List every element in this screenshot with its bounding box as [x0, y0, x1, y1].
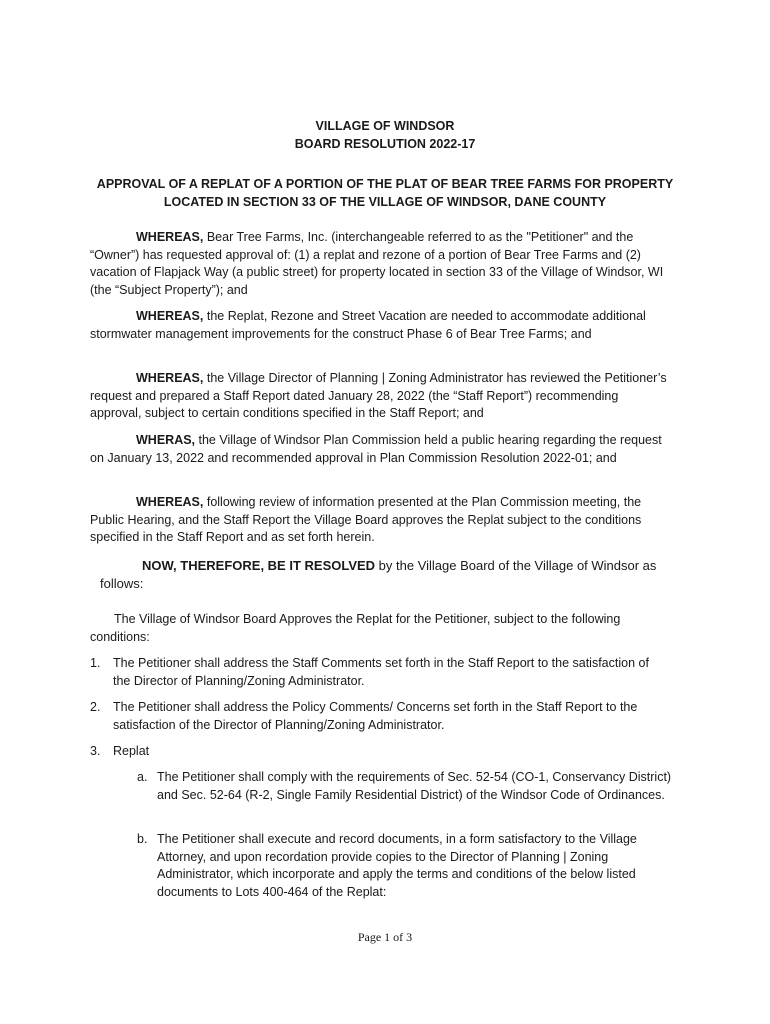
item-number: 1. [90, 656, 101, 670]
subitem-letter: a. [137, 770, 148, 784]
paragraph-text: the Replat, Rezone and Street Vacation are needed to accommodate additional stormwater management improvements for the construct Phase 6 of Bear Tree Farms; and [90, 309, 646, 341]
paragraph-text: following review of information presented at the Plan Commission meeting, the Public Hearing, and the Staff Report the Village Board approves the Replat subject to the conditions specified in the Staff Report and as set forth herein. [90, 495, 642, 545]
page-number: Page 1 of 3 [357, 930, 413, 944]
paragraph-lead: WHEREAS, [136, 495, 204, 509]
paragraph-text: the Village of Windsor Plan Commission held a public hearing regarding the request on January 13, 2022 and recommended approval in Plan Commission Resolution 2022-01; and [90, 433, 662, 465]
whereas-paragraph-4 [90, 432, 672, 467]
resolved-lead: NOW, THEREFORE, BE IT RESOLVED [142, 558, 376, 573]
whereas-paragraph-5 [90, 494, 672, 547]
resolution-number: BOARD RESOLUTION 2022-17 [294, 137, 476, 151]
paragraph-lead: WHERAS, [136, 433, 196, 447]
paragraph-text: the Village Director of Planning | Zoning Administrator has reviewed the Petitioner’s request and prepared a Staff Report dated January 28, 2022 (the “Staff Report”) recommending approval, subject to certain conditions specified in the Staff Report; and [90, 371, 667, 421]
paragraph-lead: WHEREAS, [136, 309, 204, 323]
municipality-heading: VILLAGE OF WINDSOR [315, 119, 455, 133]
conditions-intro: The Village of Windsor Board Approves the Replat for the Petitioner, subject to the following conditions: [90, 612, 621, 644]
whereas-paragraph-1 [90, 229, 672, 299]
subitem-text: The Petitioner shall comply with the requirements of Sec. 52-54 (CO-1, Conservancy District) and Sec. 52-64 (R-2, Single Family Residential District) of the Windsor Code of Ordinances. [157, 770, 672, 802]
paragraph-lead: WHEREAS, [136, 230, 204, 244]
item-text: Replat [113, 744, 150, 758]
resolved-text: by the Village Board of the Village of Windsor as follows: [100, 558, 657, 591]
item-text: The Petitioner shall address the Policy Comments/ Concerns set forth in the Staff Report to the satisfaction of the Director of Planning/Zoning Administrator. [113, 700, 638, 732]
resolution-title: APPROVAL OF A REPLAT OF A PORTION OF THE PLAT OF BEAR TREE FARMS FOR PROPERTY LOCATED IN SECTION 33 OF THE VILLAGE OF WINDSOR, DANE COUNTY [96, 177, 674, 209]
item-number: 2. [90, 700, 101, 714]
paragraph-text: Bear Tree Farms, Inc. (interchangeable referred to as the "Petitioner" and the “Owner”) has requested approval of: (1) a replat and rezone of a portion of Bear Tree Farms and (2) vacation of Flapjack Way (a public street) for property located in section 33 of the Village of Windsor, WI (the “Subject Property”); and [90, 230, 664, 297]
resolved-clause [100, 557, 672, 593]
item-text: The Petitioner shall address the Staff Comments set forth in the Staff Report to the satisfaction of the Director of Planning/Zoning Administrator. [113, 656, 649, 688]
whereas-paragraph-2 [90, 308, 672, 343]
subitem-letter: b. [137, 832, 148, 846]
whereas-paragraph-3 [90, 370, 672, 423]
paragraph-lead: WHEREAS, [136, 371, 204, 385]
subitem-text: The Petitioner shall execute and record documents, in a form satisfactory to the Village Attorney, and upon recordation provide copies to the Director of Planning | Zoning Administrator, which incorporate and apply the terms and conditions of the below listed documents to Lots 400-464 of the Replat: [157, 832, 637, 899]
item-number: 3. [90, 744, 101, 758]
